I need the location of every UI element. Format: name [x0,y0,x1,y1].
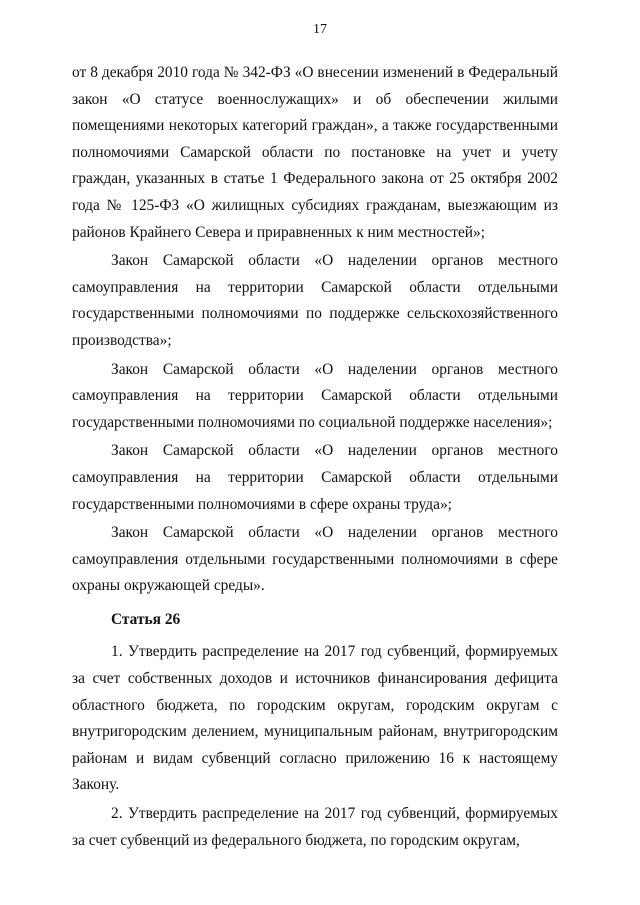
article-item-2: 2. Утвердить распределение на 2017 год субвенций, формируемых за счет субвенций из федерального бюджета, по городским округам, [72,805,558,849]
paragraph-law-labor-protection: Закон Самарской области «О наделении органов местного самоуправления на территории Самарской области отдельными государственными полномочиями в сфере охраны труда»; [72,442,558,513]
article-item-1: 1. Утвердить распределение на 2017 год субвенций, формируемых за счет собственных доходов и источников финансирования дефицита областного бюджета, по городским округам, городским округам с внутригородским делением, муниципальным районам, внутригородским районам и видам субвенций согласно приложению 16 к настоящему Закону. [72,643,558,794]
article-heading: Статья 26 [111,610,181,628]
paragraph-law-agriculture: Закон Самарской области «О наделении органов местного самоуправления на территории Самарской области отдельными государственными полномочиями по поддержке сельскохозяйственного производства»; [72,252,558,349]
document-body [72,60,558,854]
page-number: 17 [313,22,327,37]
paragraph-law-environment: Закон Самарской области «О наделении органов местного самоуправления отдельными государственными полномочиями в сфере охраны окружающей среды». [72,524,558,595]
paragraph-continuation: от 8 декабря 2010 года № 342-ФЗ «О внесении изменений в Федеральный закон «О статусе военнослужащих» и об обеспечении жилыми помещениями некоторых категорий граждан», а также государственными полномочиями Самарской области по постановке на учет и учету граждан, указанных в статье 1 Федерального закона от 25 октября 2002 года № 125-ФЗ «О жилищных субсидиях гражданам, выезжающим из районов Крайнего Севера и приравненных к ним местностей»; [72,64,558,241]
paragraph-law-social-support: Закон Самарской области «О наделении органов местного самоуправления на территории Самарской области отдельными государственными полномочиями по социальной поддержке населения»; [72,360,558,431]
